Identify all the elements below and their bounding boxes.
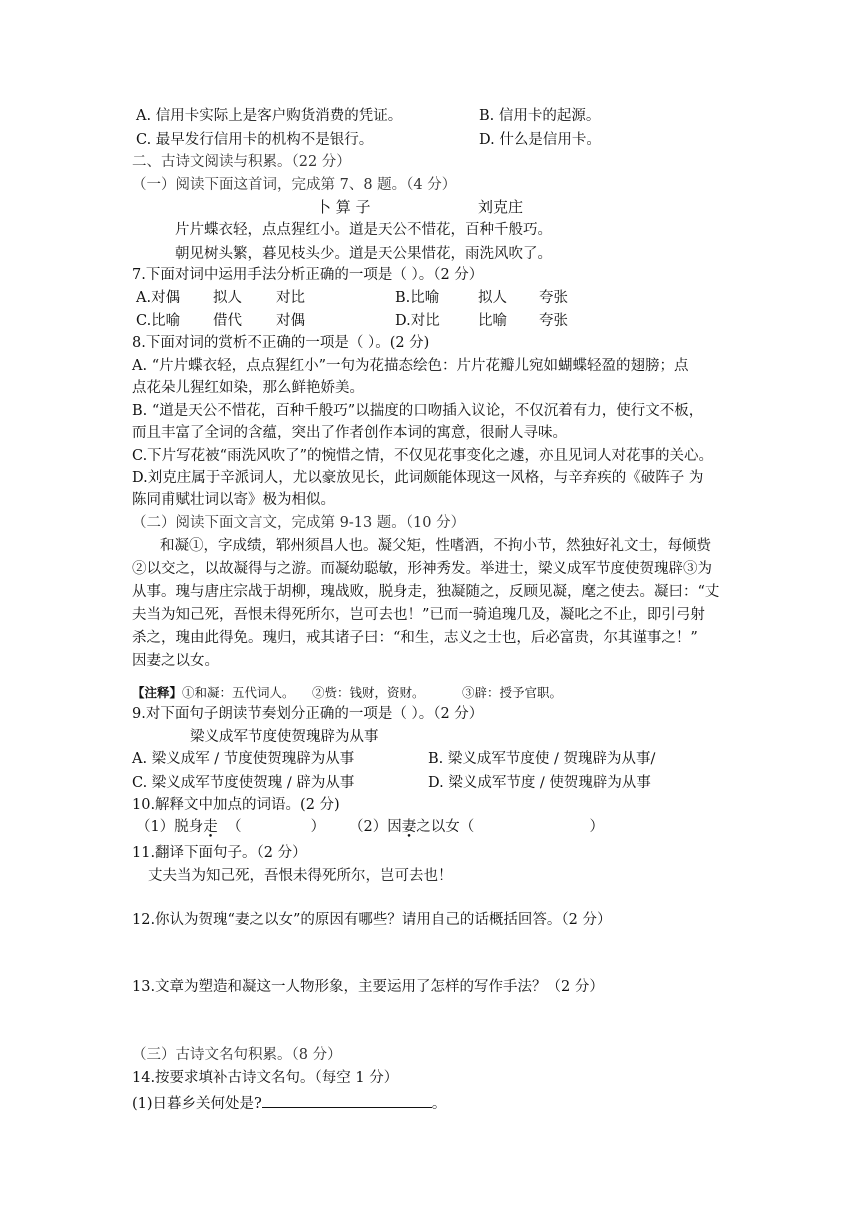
q7-option-d [395,311,568,331]
passage-line-3: 从事。瑰与唐庄宗战于胡柳，瑰战败，脱身走，独凝随之，反顾见凝，麾之使去。凝曰：“丈 [132,584,720,600]
poem-title: 卜 算 子 [316,198,371,216]
q7-a-2: 拟人 [213,290,242,306]
q8-option-d-line2: 陈同甫赋壮词以寄》极为相似。 [132,492,335,508]
note-2: ②赀：钱财，资财。 [312,685,425,700]
q8-option-b-line1: B. “道是天公不惜花，百种千般巧”以揣度的口吻插入议论，不仅沉着有力，使行文不板， [132,403,704,419]
dotted-word-qi: 妻 [401,819,417,835]
q11-sentence: 丈夫当为知己死，吾恨未得死所尔，岂可去也！ [148,868,453,884]
note-1: ①和凝：五代词人。 [182,685,295,700]
q7-option-c [136,311,305,331]
passage-line-1: 和凝①，字成绩，郓州须昌人也。凝父矩，性嗜酒，不拘小节，然独好礼文士，每倾赀 [160,538,711,554]
q10-stem: 10.解释文中加点的词语。(2 分) [132,797,340,813]
q7-a-1: A.对偶 [136,290,181,306]
q7-d-3: 夸张 [539,313,568,329]
part3-heading: （三）古诗文名句积累。（8 分） [132,1047,342,1063]
section-heading: 二、古诗文阅读与积累。（22 分） [132,154,351,170]
q10-item1-post: （ ） [217,819,326,835]
q14-stem: 14.按要求填补古诗文名句。（每空 1 分） [132,1070,399,1086]
q9-option-d: D. 梁义成军节度 ∕ 使贺瑰辟为从事 [428,775,651,791]
q12-stem: 12.你认为贺瑰“妻之以女”的原因有哪些？请用自己的话概括回答。（2 分） [132,912,612,928]
q7-stem: 7.下面对词中运用手法分析正确的一项是（ ）。（2 分） [132,267,484,283]
q9-option-a: A. 梁义成军 ∕ 节度使贺瑰辟为从事 [132,751,355,767]
poem-line-1: 片片蝶衣轻，点点猩红小。道是天公不惜花，百种千般巧。 [175,222,552,238]
q9-stem: 9.对下面句子朗读节奏划分正确的一项是（ ）。（2 分） [132,706,484,722]
answer-blank[interactable] [262,1092,432,1108]
dotted-word-zou: 走 [203,819,218,835]
part2-heading: （二）阅读下面文言文，完成第 9-13 题。（10 分） [132,515,466,531]
q10-item-2 [349,817,604,837]
q9-sentence: 梁义成军节度使贺瑰辟为从事 [190,729,379,745]
q7-d-2: 比喻 [478,313,507,329]
q7-c-3: 对偶 [276,313,305,329]
q10-item1-pre: （1）脱身 [136,819,204,835]
q7-a-3: 对比 [276,290,305,306]
q8-option-c-line1: C.下片写花被“雨洗风吹了”的惋惜之情，不仅见花事变化之遽，亦且见词人对花事的关心。 [132,448,714,464]
q7-b-2: 拟人 [478,290,507,306]
passage-line-6: 因妻之以女。 [132,653,219,669]
q14-item-1 [132,1092,446,1114]
q6-option-a: A. 信用卡实际上是客户购货消费的凭证。 [136,108,403,124]
q11-stem: 11.翻译下面句子。（2 分） [132,845,307,861]
q14-item1-text: (1)日暮乡关何处是? [132,1096,262,1112]
q7-b-3: 夸张 [539,290,568,306]
q14-item1-end: 。 [431,1096,447,1112]
poem-author: 刘克庄 [478,198,524,216]
q10-item-1 [136,817,325,837]
q7-c-2: 借代 [213,313,242,329]
q7-d-1: D.对比 [395,313,440,329]
q6-option-c: C. 最早发行信用卡的机构不是银行。 [136,132,374,148]
passage-line-2: ②以交之，以故凝得与之游。而凝幼聪敏，形神秀发。举进士，梁义成军节度使贺瑰辟③为 [132,561,712,577]
passage-line-4: 夫当为知己死，吾恨未得死所尔，岂可去也！”已而一骑追瑰几及，凝叱之不止，即引弓射 [132,607,705,623]
annotation-line [132,683,563,703]
q13-stem: 13.文章为塑造和凝这一人物形象，主要运用了怎样的写作手法？（2 分） [132,979,604,995]
note-label: 【注释】 [132,685,183,700]
q8-option-d-line1: D.刘克庄属于辛派词人，尤以豪放见长，此词颇能体现这一风格，与辛弃疾的《破阵子 为 [132,470,704,486]
q6-option-d: D. 什么是信用卡。 [479,132,601,148]
q8-option-a-line1: A. “片片蝶衣轻，点点猩红小”一句为花描态绘色：片片花瓣儿宛如蝴蝶轻盈的翅膀；点 [132,358,689,374]
q10-item2-post: 之以女（ ） [416,819,604,835]
q8-stem: 8.下面对词的赏析不正确的一项是（ ）。(2 分) [132,335,430,351]
q10-item2-pre: （2）因 [349,819,402,835]
q7-b-1: B.比喻 [395,290,440,306]
q9-option-b: B. 梁义成军节度使 ∕ 贺瑰辟为从事∕ [428,751,656,767]
q7-c-1: C.比喻 [136,313,181,329]
q7-option-a [136,288,305,308]
q9-option-c: C. 梁义成军节度使贺瑰 ∕ 辟为从事 [132,775,355,791]
q7-option-b [395,288,568,308]
q6-option-b: B. 信用卡的起源。 [479,108,601,124]
poem-line-2: 朝见树头繁，暮见枝头少。道是天公果惜花，雨洗风吹了。 [175,246,552,262]
passage-line-5: 杀之，瑰由此得免。瑰归，戒其诸子曰：“和生，志义之士也，后必富贵，尔其谨事之！” [132,630,698,646]
note-3: ③辟：授予官职。 [462,685,563,700]
part1-heading: （一）阅读下面这首词，完成第 7、8 题。（4 分） [132,177,457,193]
q8-option-a-line2: 点花朵儿猩红如染，那么鲜艳娇美。 [132,380,364,396]
q8-option-b-line2: 而且丰富了全词的含蕴，突出了作者创作本词的寓意，很耐人寻味。 [132,425,567,441]
